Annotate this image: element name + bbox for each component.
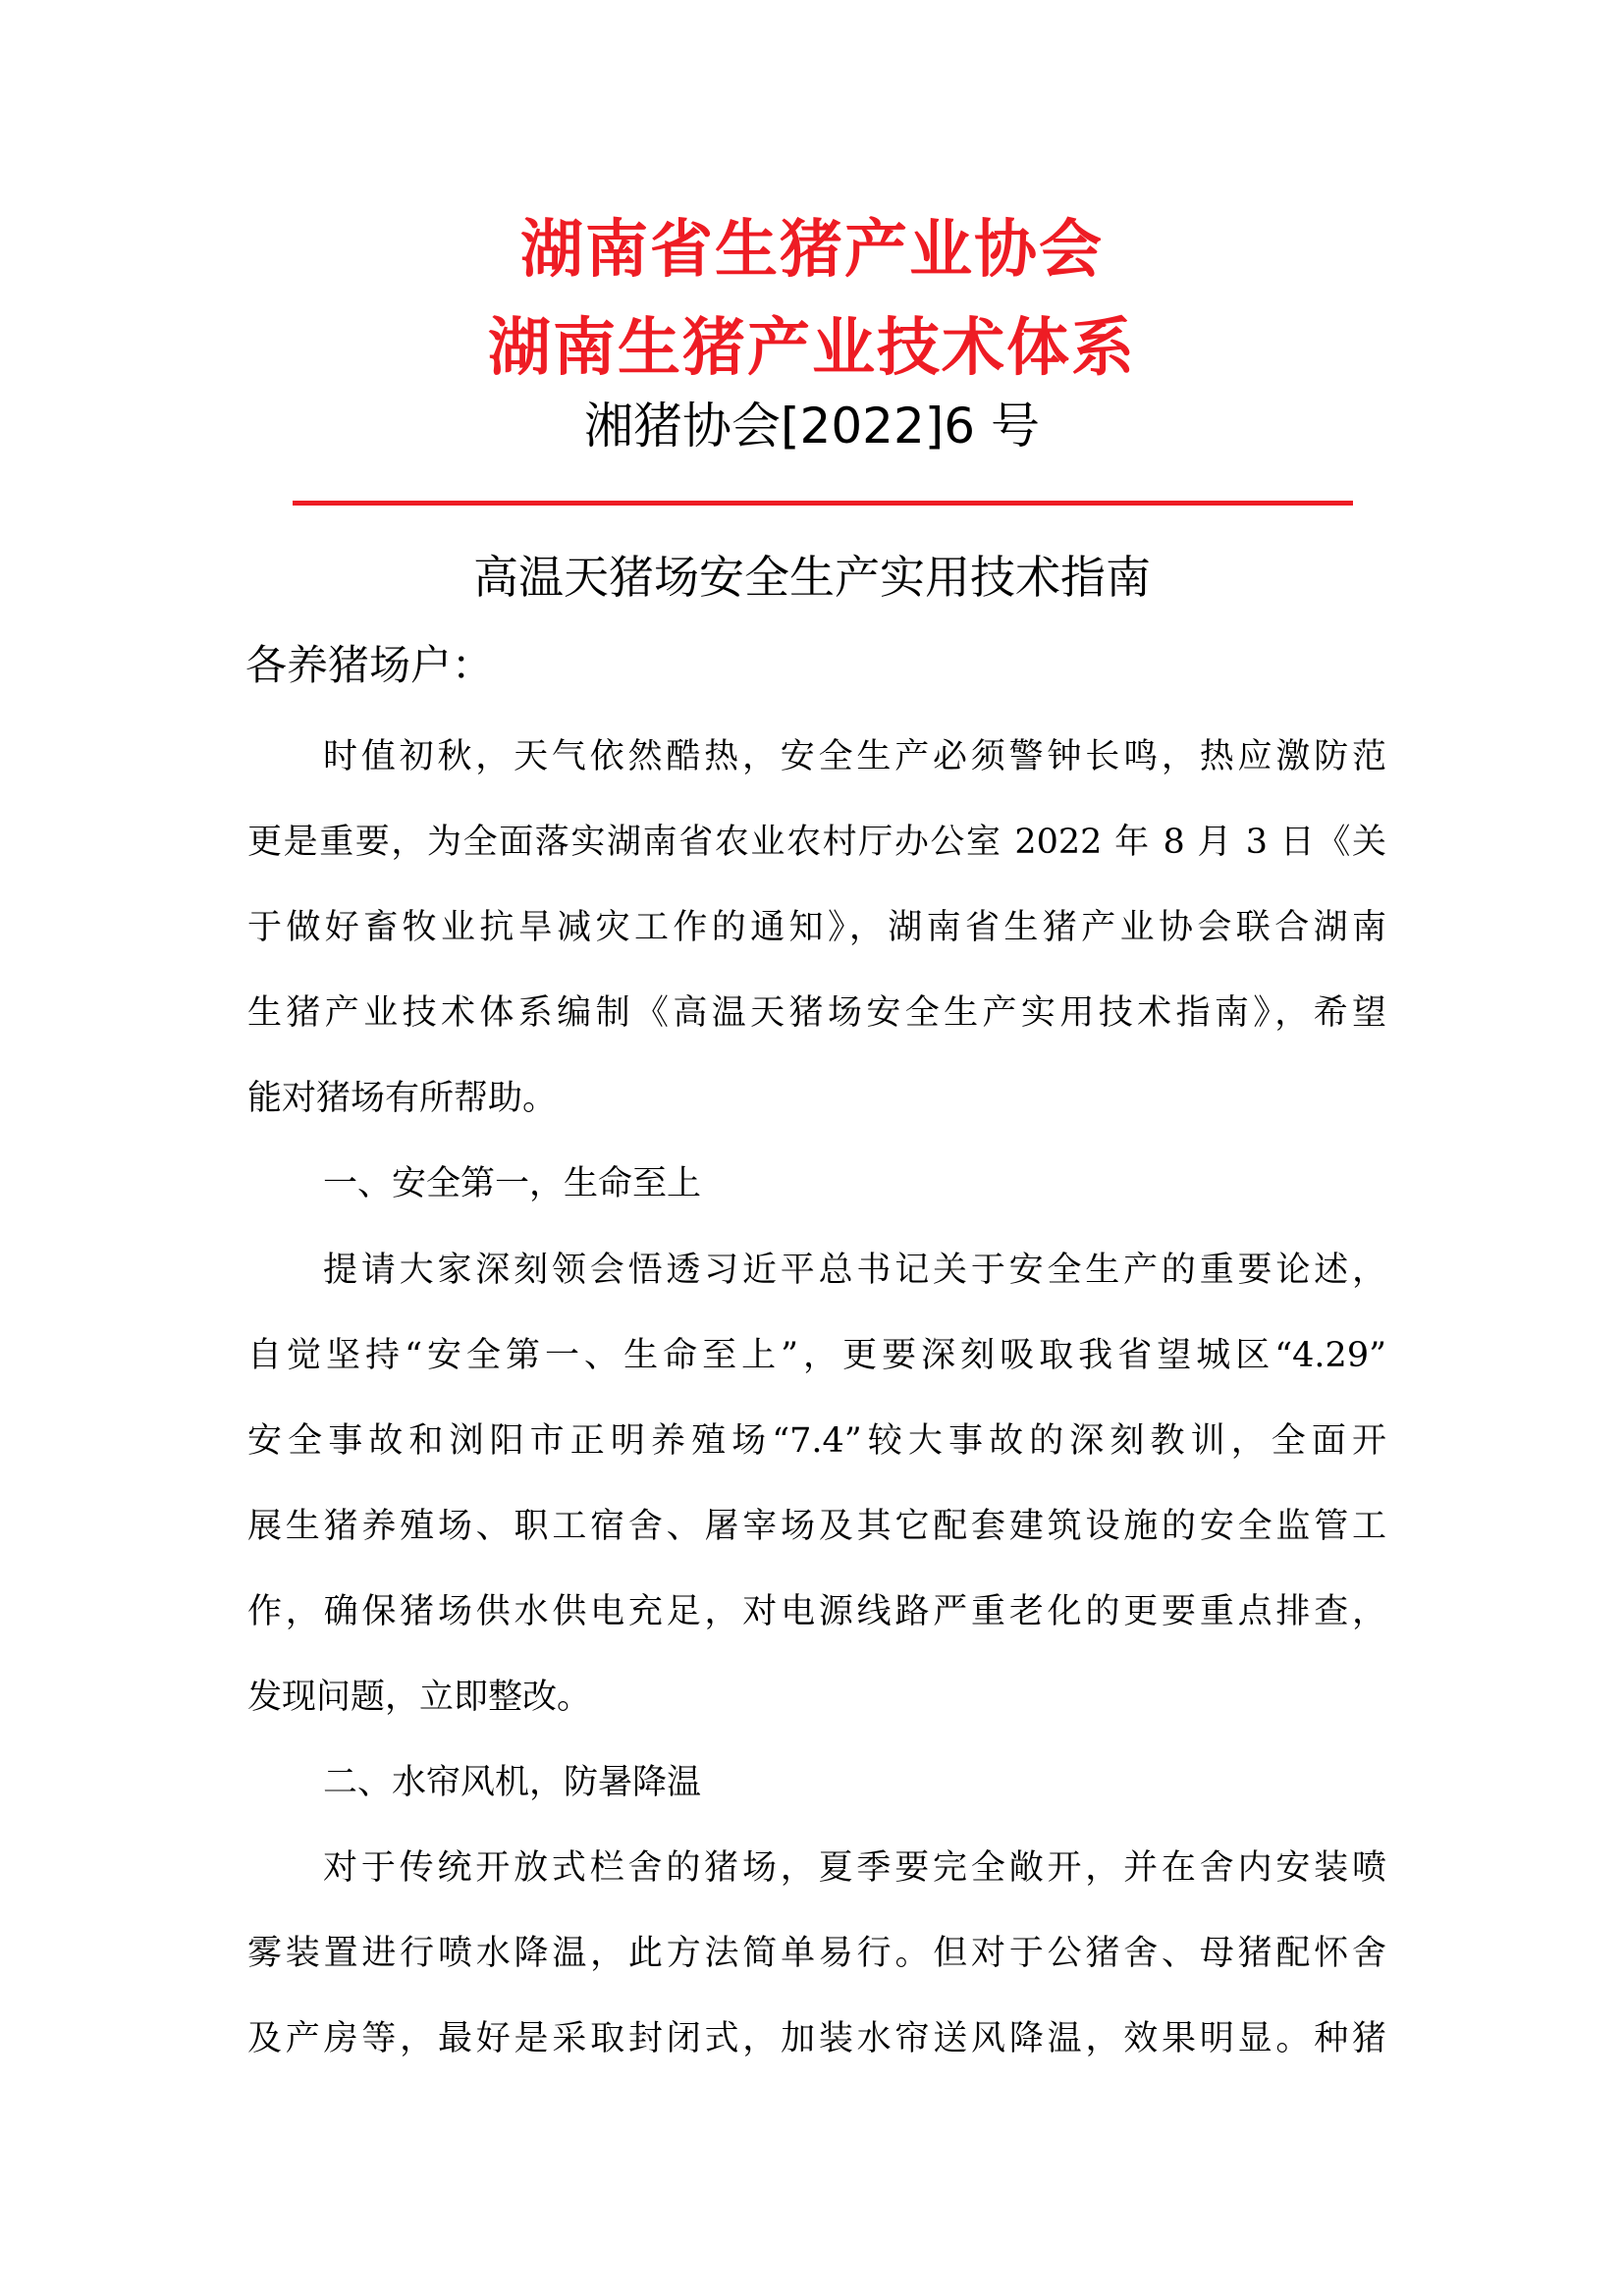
body-text-line: 作，确保猪场供水供电充足，对电源线路严重老化的更要重点排查，	[247, 1591, 1386, 1631]
body-text-line: 提请大家深刻领会悟透习近平总书记关于安全生产的重要论述，	[323, 1250, 1386, 1290]
body-text-line: 展生猪养殖场、职工宿舍、屠宰场及其它配套建筑设施的安全监管工	[247, 1506, 1386, 1546]
document-title: 高温天猪场安全生产实用技术指南	[473, 551, 1151, 604]
document-number: 湘猪协会[2022]6 号	[584, 398, 1040, 454]
body-text-line: 自觉坚持“安全第一、生命至上”，更要深刻吸取我省望城区“4.29”	[247, 1335, 1386, 1375]
red-separator-rule	[293, 501, 1353, 506]
body-text-line: 二、水帘风机，防暑降温	[323, 1763, 702, 1803]
salutation: 各养猪场户：	[245, 641, 494, 689]
body-text-line: 安全事故和浏阳市正明养殖场“7.4”较大事故的深刻教训，全面开	[247, 1420, 1386, 1461]
body-text-line: 发现问题，立即整改。	[247, 1678, 592, 1718]
body-text-line: 能对猪场有所帮助。	[247, 1079, 558, 1119]
body-text-line: 时值初秋，天气依然酷热，安全生产必须警钟长鸣，热应激防范	[323, 737, 1386, 776]
org-name-line-1: 湖南省生猪产业协会	[520, 214, 1104, 287]
body-text-line: 于做好畜牧业抗旱减灾工作的通知》，湖南省生猪产业协会联合湖南	[247, 908, 1386, 948]
body-text-line: 更是重要，为全面落实湖南省农业农村厅办公室 2022 年 8 月 3 日《关	[247, 823, 1386, 863]
body-text-line: 生猪产业技术体系编制《高温天猪场安全生产实用技术指南》，希望	[247, 993, 1386, 1034]
org-name-line-2: 湖南生猪产业技术体系	[488, 312, 1136, 385]
body-text-line: 对于传统开放式栏舍的猪场，夏季要完全敞开，并在舍内安装喷	[323, 1848, 1386, 1889]
body-text-line: 一、安全第一，生命至上	[323, 1164, 702, 1204]
body-text-line: 及产房等，最好是采取封闭式，加装水帘送风降温，效果明显。种猪	[247, 2019, 1386, 2059]
document-body	[247, 715, 1386, 2083]
body-text-line: 雾装置进行喷水降温，此方法简单易行。但对于公猪舍、母猪配怀舍	[247, 1934, 1386, 1974]
